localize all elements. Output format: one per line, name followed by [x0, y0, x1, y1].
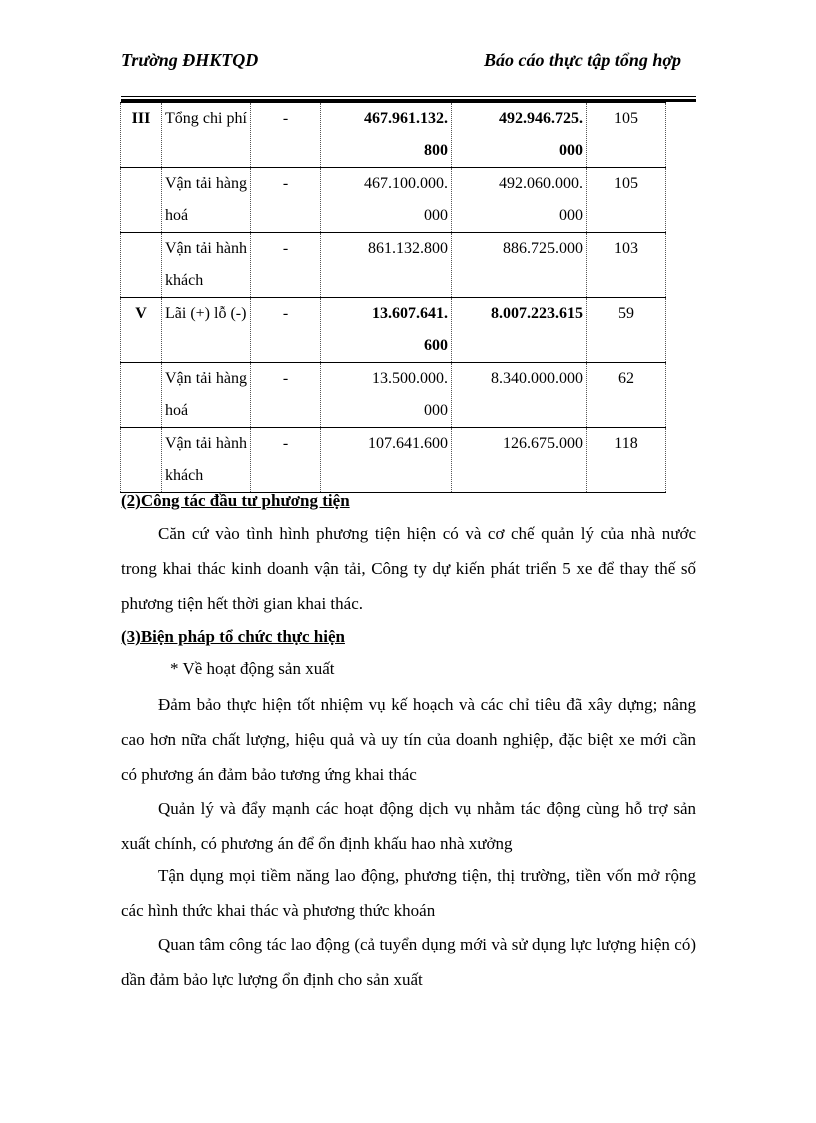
row-percent: 118: [587, 428, 666, 493]
row-percent: 62: [587, 363, 666, 428]
row-unit: -: [251, 428, 321, 493]
row-number: III: [121, 103, 162, 168]
row-value-year1: 107.641.600: [321, 428, 452, 493]
header-rule: [121, 96, 696, 97]
row-unit: -: [251, 168, 321, 233]
row-value-year1: 861.132.800: [321, 233, 452, 298]
row-percent: 103: [587, 233, 666, 298]
row-percent: 59: [587, 298, 666, 363]
section3-bullet: * Về hoạt động sản xuất: [170, 659, 335, 678]
table-row: [121, 298, 666, 363]
row-indicator: Tổng chi phí: [162, 103, 251, 168]
section2-paragraph: Căn cứ vào tình hình phương tiện hiện có và cơ chế quản lý của nhà nước trong khai thác kinh doanh vận tải, Công ty dự kiến phát triển 5 xe để thay thế số phương tiện hết thời gian khai thác.: [121, 524, 696, 613]
row-value-year2: 492.060.000. 000: [452, 168, 587, 233]
section2-title: (2)Công tác đầu tư phương tiện: [121, 491, 350, 510]
row-value-year1: 467.961.132. 800: [321, 103, 452, 168]
row-number: [121, 233, 162, 298]
row-unit: -: [251, 298, 321, 363]
row-unit: -: [251, 363, 321, 428]
row-value-year2: 886.725.000: [452, 233, 587, 298]
cost-profit-table: [120, 102, 666, 493]
row-unit: -: [251, 233, 321, 298]
row-value-year2: 8.007.223.615: [452, 298, 587, 363]
row-indicator: Vận tải hàng hoá: [162, 363, 251, 428]
row-value-year2: 492.946.725. 000: [452, 103, 587, 168]
row-percent: 105: [587, 168, 666, 233]
row-indicator: Vận tải hành khách: [162, 428, 251, 493]
row-percent: 105: [587, 103, 666, 168]
row-number: V: [121, 298, 162, 363]
section3-paragraph-2: Quản lý và đẩy mạnh các hoạt động dịch vụ nhằm tác động cùng hỗ trợ sản xuất chính, có phương án để ổn định khấu hao nhà xưởng: [121, 799, 696, 853]
section3-paragraph-3: Tận dụng mọi tiềm năng lao động, phương tiện, thị trường, tiền vốn mở rộng các hình thức khai thác và phương thức khoán: [121, 866, 696, 920]
row-indicator: Lãi (+) lỗ (-): [162, 298, 251, 363]
page-header: [121, 50, 681, 80]
section3-title: (3)Biện pháp tổ chức thực hiện: [121, 627, 345, 646]
row-indicator: Vận tải hành khách: [162, 233, 251, 298]
row-value-year2: 8.340.000.000: [452, 363, 587, 428]
table-row: [121, 233, 666, 298]
row-value-year1: 13.607.641. 600: [321, 298, 452, 363]
section3-paragraph-4: Quan tâm công tác lao động (cả tuyển dụng mới và sử dụng lực lượng hiện có) dần đảm bảo lực lượng ổn định cho sản xuất: [121, 935, 696, 989]
row-indicator: Vận tải hàng hoá: [162, 168, 251, 233]
table-row: [121, 168, 666, 233]
header-report-title: Báo cáo thực tập tổng hợp: [484, 50, 681, 70]
section3-paragraph-1: Đảm bảo thực hiện tốt nhiệm vụ kế hoạch và các chỉ tiêu đã xây dựng; nâng cao hơn nữa chất lượng, hiệu quả và uy tín của doanh nghiệp, đặc biệt xe mới cần có phương án đảm bảo tương ứng khai thác: [121, 695, 696, 784]
row-number: [121, 428, 162, 493]
header-school: Trường ĐHKTQD: [121, 50, 259, 70]
row-unit: -: [251, 103, 321, 168]
table-row: [121, 428, 666, 493]
row-value-year2: 126.675.000: [452, 428, 587, 493]
table-row: [121, 103, 666, 168]
table-row: [121, 363, 666, 428]
row-value-year1: 13.500.000. 000: [321, 363, 452, 428]
row-number: [121, 168, 162, 233]
row-number: [121, 363, 162, 428]
row-value-year1: 467.100.000. 000: [321, 168, 452, 233]
